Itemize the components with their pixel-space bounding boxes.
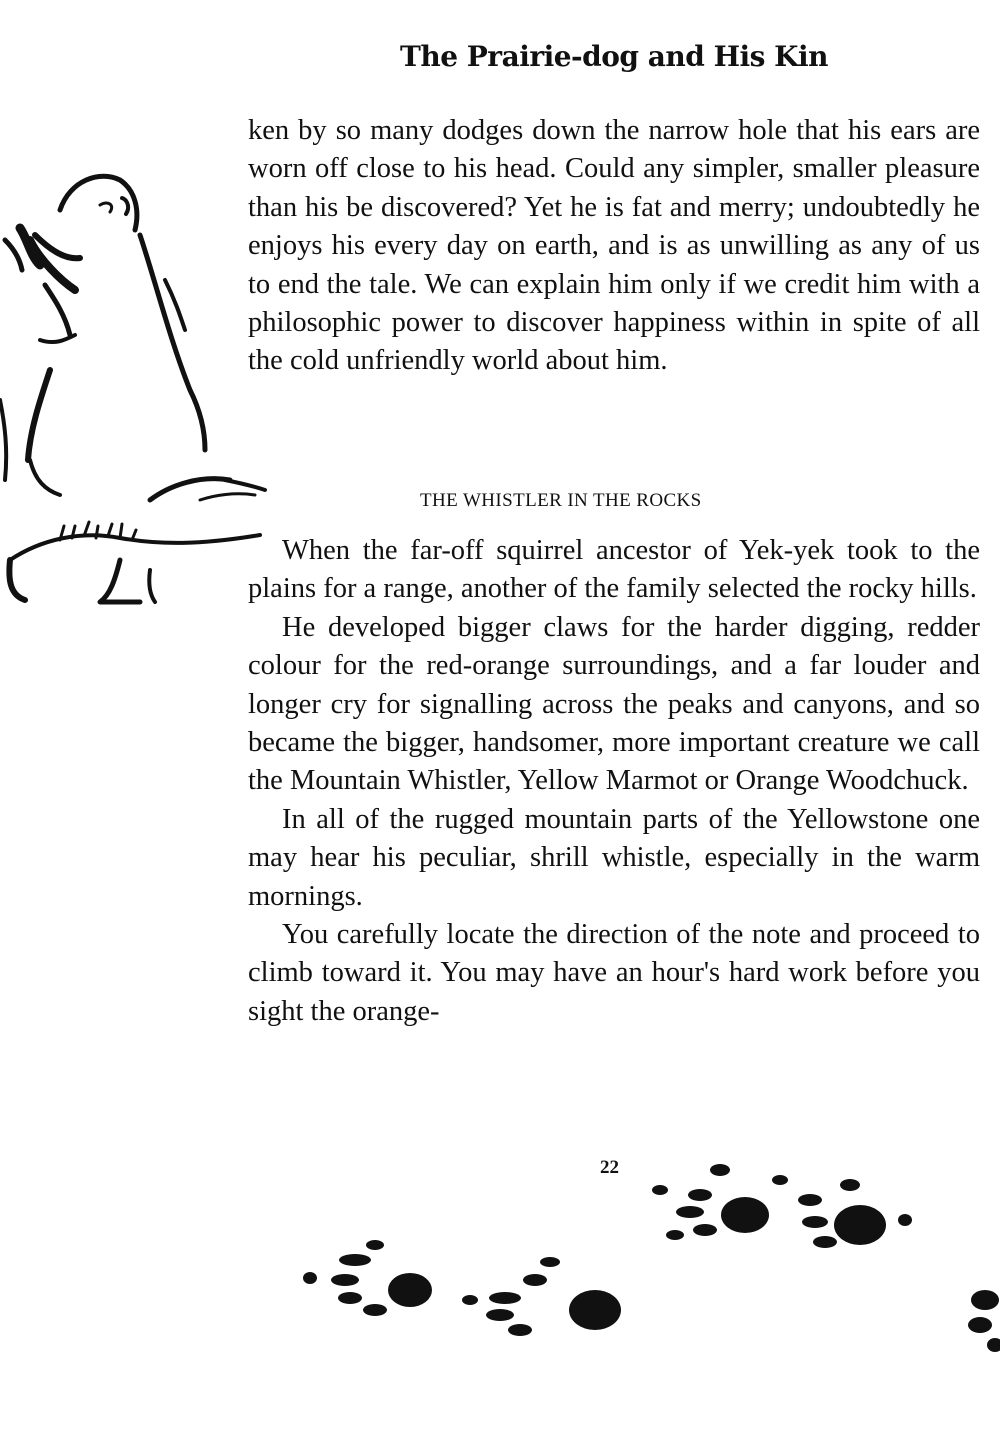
paragraph-continued [248, 112, 980, 381]
paragraph-text: In all of the rugged mountain parts of the Yellowstone one may hear his peculiar, shrill whistle, especially in the warm mornings. [248, 803, 980, 912]
section-body [248, 532, 980, 1031]
paragraph-text: ken by so many dodges down the narrow hole that his ears are worn off close to his head. Could any simpler, smaller pleasure than his be discovered? Yet he is fat and merry; undoubtedly he enjoys his every day on earth, and is as unwilling as any of us to end the tale. We can explain him only if we credit him with a philosophic power to discover happiness within in spite of all the cold unfriendly world about him. [248, 115, 980, 377]
paragraph-text: When the far-off squirrel ancestor of Yek-yek took to the plains for a range, another of the family selected the rocky hills. [248, 535, 980, 605]
prairie-dog-sketch-icon [0, 140, 280, 620]
paragraph-text: He developed bigger claws for the harder digging, redder colour for the red-orange surroundings, and a far louder and longer cry for signalling across the peaks and canyons, and so became the bigger, handsomer, more important creature we call the Mountain Whistler, Yellow Marmot or Orange Woodchuck. [248, 611, 980, 797]
animal-tracks-icon [0, 1150, 1000, 1431]
section-heading: THE WHISTLER IN THE ROCKS [420, 490, 702, 511]
page-number: 22 [600, 1157, 619, 1178]
paragraph-text: You carefully locate the direction of the note and proceed to climb toward it. You may have an hour's hard work before you sight the orange- [248, 919, 980, 1027]
running-header: The Prairie-dog and His Kin [400, 40, 829, 73]
